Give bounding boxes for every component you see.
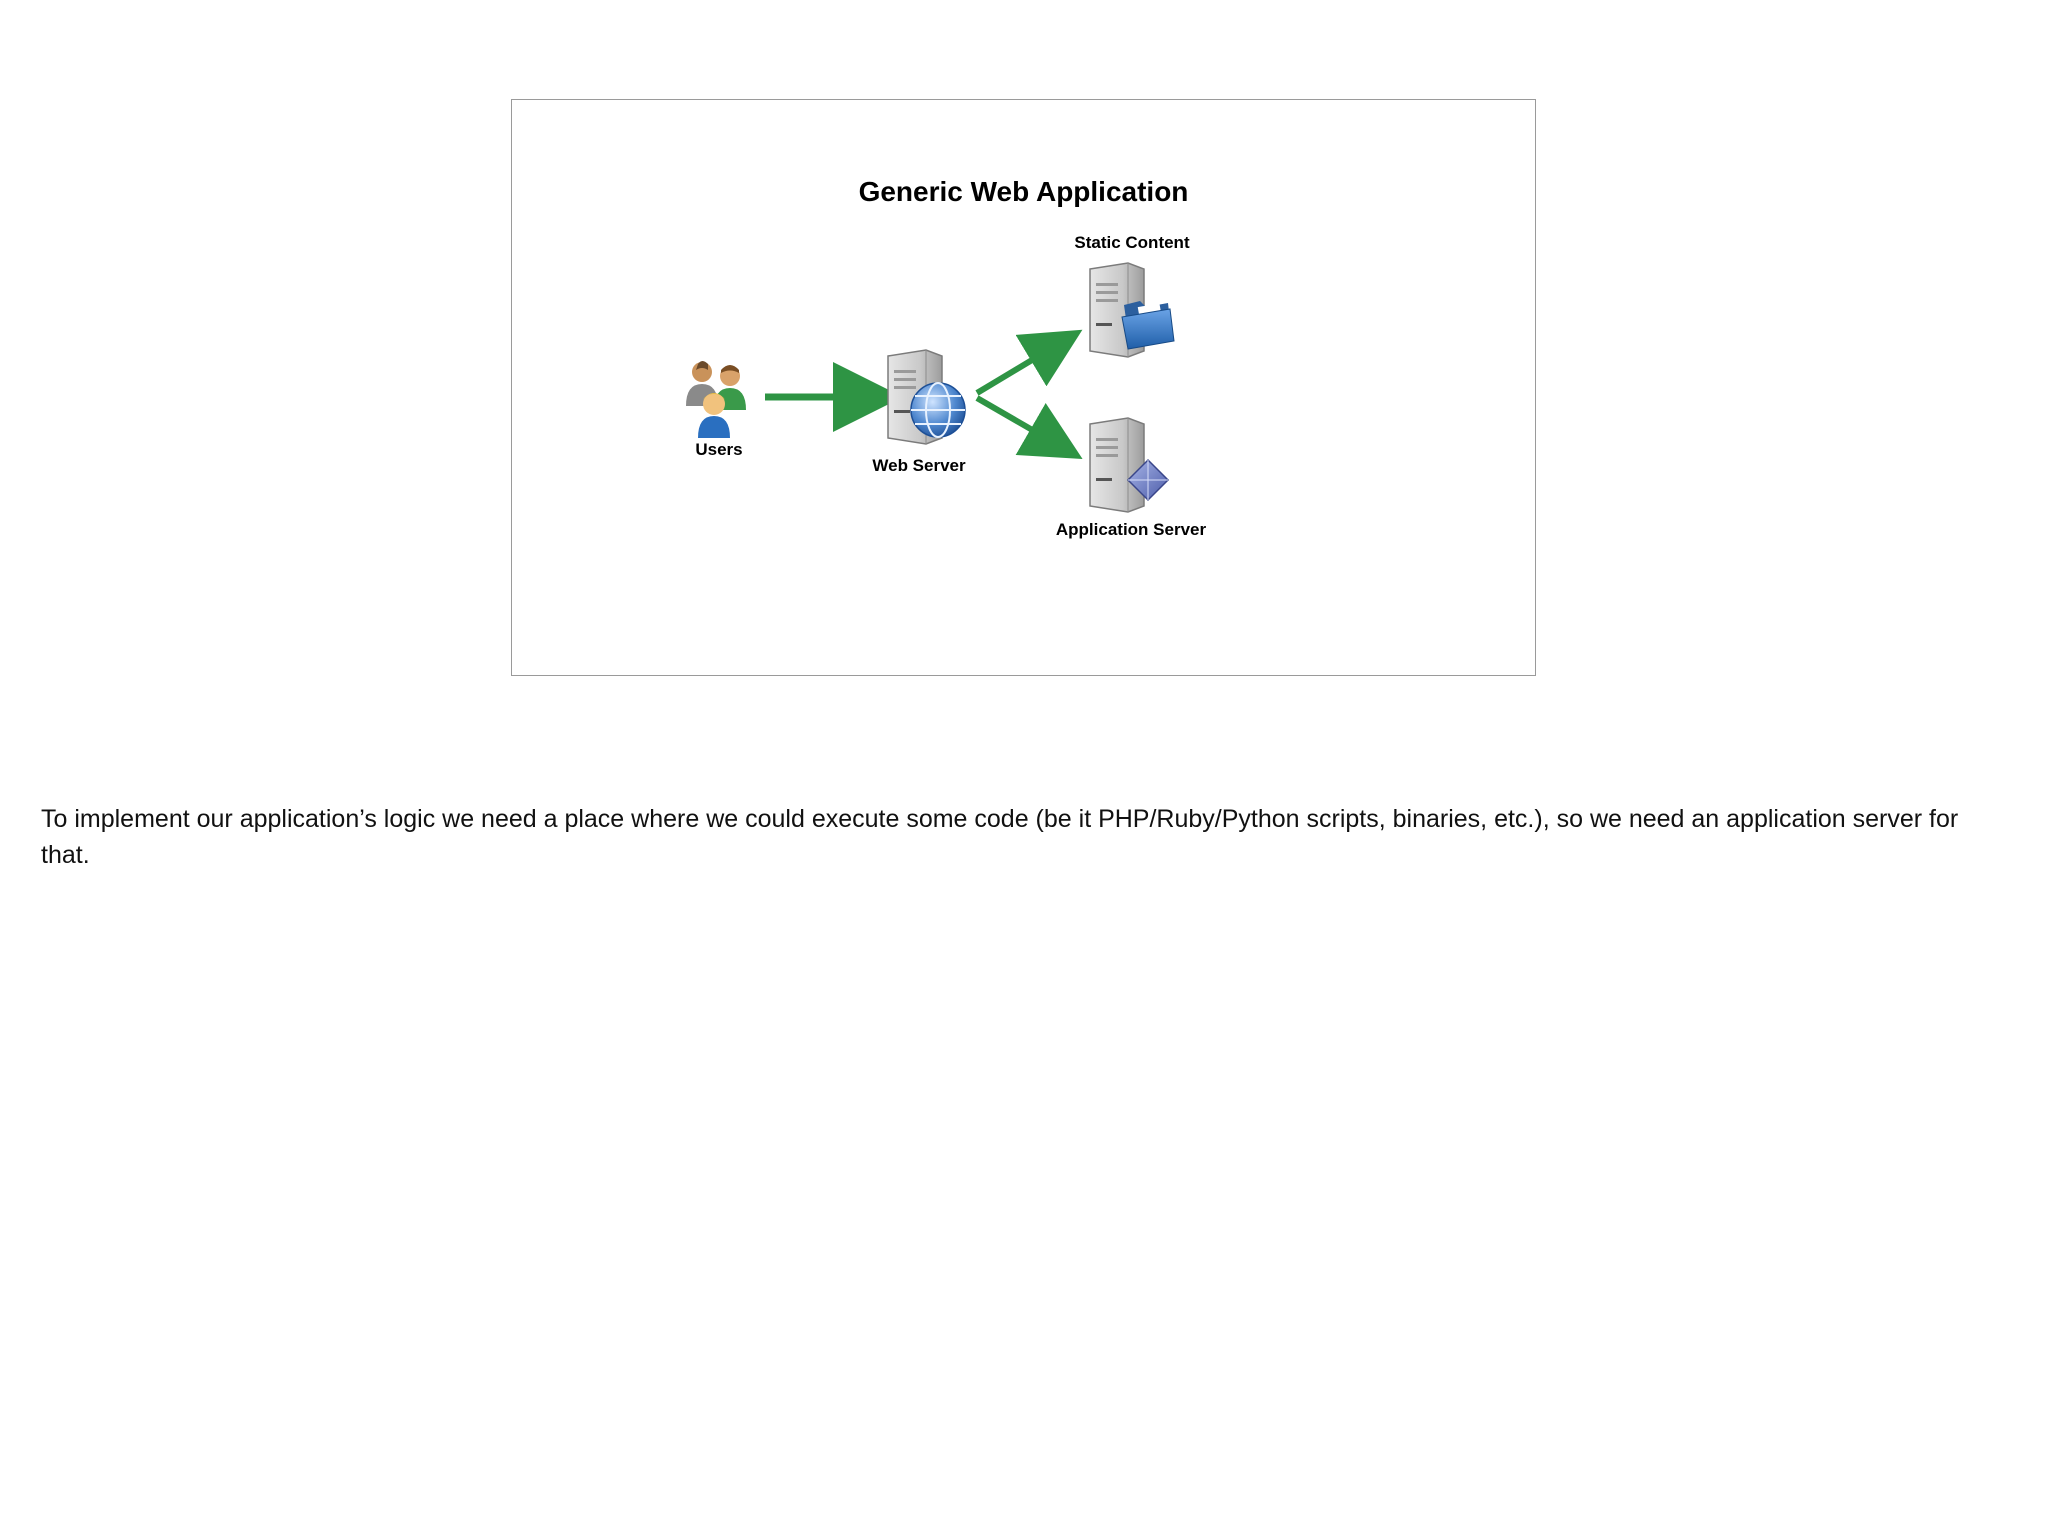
diagram-frame (511, 99, 1536, 676)
users-label: Users (695, 440, 743, 459)
connector-layer (512, 100, 1537, 677)
application-server-icon (1084, 416, 1176, 514)
arrow-web-server-to-application-server (977, 398, 1067, 450)
application-server-label: Application Server (1055, 520, 1207, 539)
users-icon (682, 358, 754, 440)
diagram-title: Generic Web Application (858, 176, 1189, 207)
web-server-icon (882, 348, 972, 446)
caption-text: To implement our application’s logic we need a place where we could execute some code (be it PHP/Ruby/Python scripts, binaries, etc.), so we need an application server for that. (41, 805, 1959, 869)
web-server-label: Web Server (872, 456, 966, 475)
static-content-label: Static Content (1074, 233, 1190, 252)
arrow-web-server-to-static-content (977, 339, 1067, 393)
static-content-server-icon (1084, 261, 1176, 359)
